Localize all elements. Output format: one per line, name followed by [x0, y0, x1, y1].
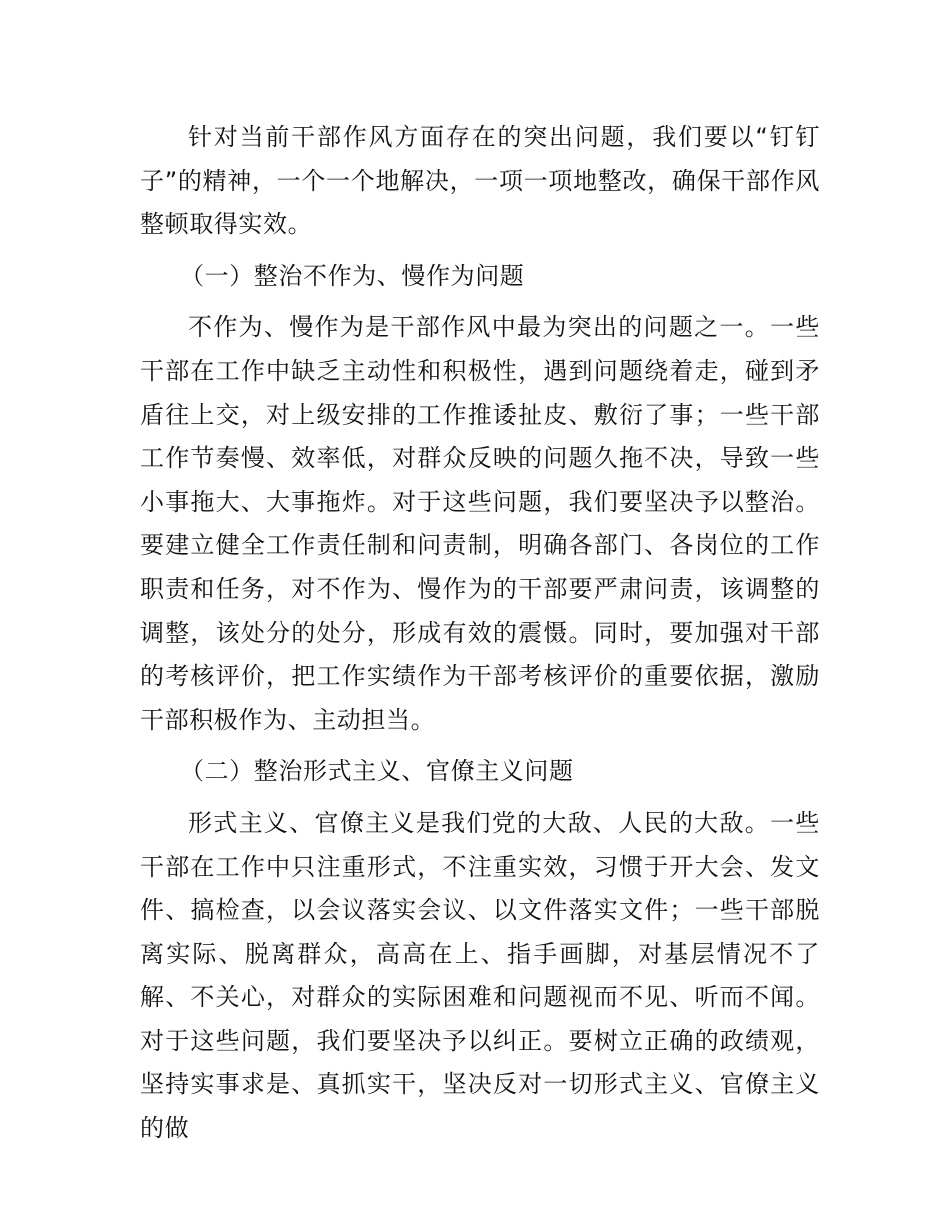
- document-body: [140, 116, 820, 1151]
- section-2-heading: （二）整治形式主义、官僚主义问题: [180, 757, 574, 786]
- intro-paragraph: 针对当前干部作风方面存在的突出问题，我们要以“钉钉子”的精神，一个一个地解决，一项一项地整改，确保干部作风整顿取得实效。: [140, 123, 820, 239]
- section-1-heading: （一）整治不作为、慢作为问题: [180, 261, 525, 290]
- section-1-paragraph: 不作为、慢作为是干部作风中最为突出的问题之一。一些干部在工作中缺乏主动性和积极性，遇到问题绕着走，碰到矛盾往上交，对上级安排的工作推诿扯皮、敷衍了事；一些干部工作节奏慢、效率低，对群众反映的问题久拖不决，导致一些小事拖大、大事拖炸。对于这些问题，我们要坚决予以整治。要建立健全工作责任制和问责制，明确各部门、各岗位的工作职责和任务，对不作为、慢作为的干部要严肃问责，该调整的调整，该处分的处分，形成有效的震慑。同时，要加强对干部的考核评价，把工作实绩作为干部考核评价的重要依据，激励干部积极作为、主动担当。: [140, 313, 820, 734]
- section-2-paragraph: 形式主义、官僚主义是我们党的大敌、人民的大敌。一些干部在工作中只注重形式，不注重实效，习惯于开大会、发文件、搞检查，以会议落实会议、以文件落实文件；一些干部脱离实际、脱离群众，高高在上、指手画脚，对基层情况不了解、不关心，对群众的实际困难和问题视而不见、听而不闻。对于这些问题，我们要坚决予以纠正。要树立正确的政绩观，坚持实事求是、真抓实干，坚决反对一切形式主义、官僚主义的做: [140, 808, 820, 1143]
